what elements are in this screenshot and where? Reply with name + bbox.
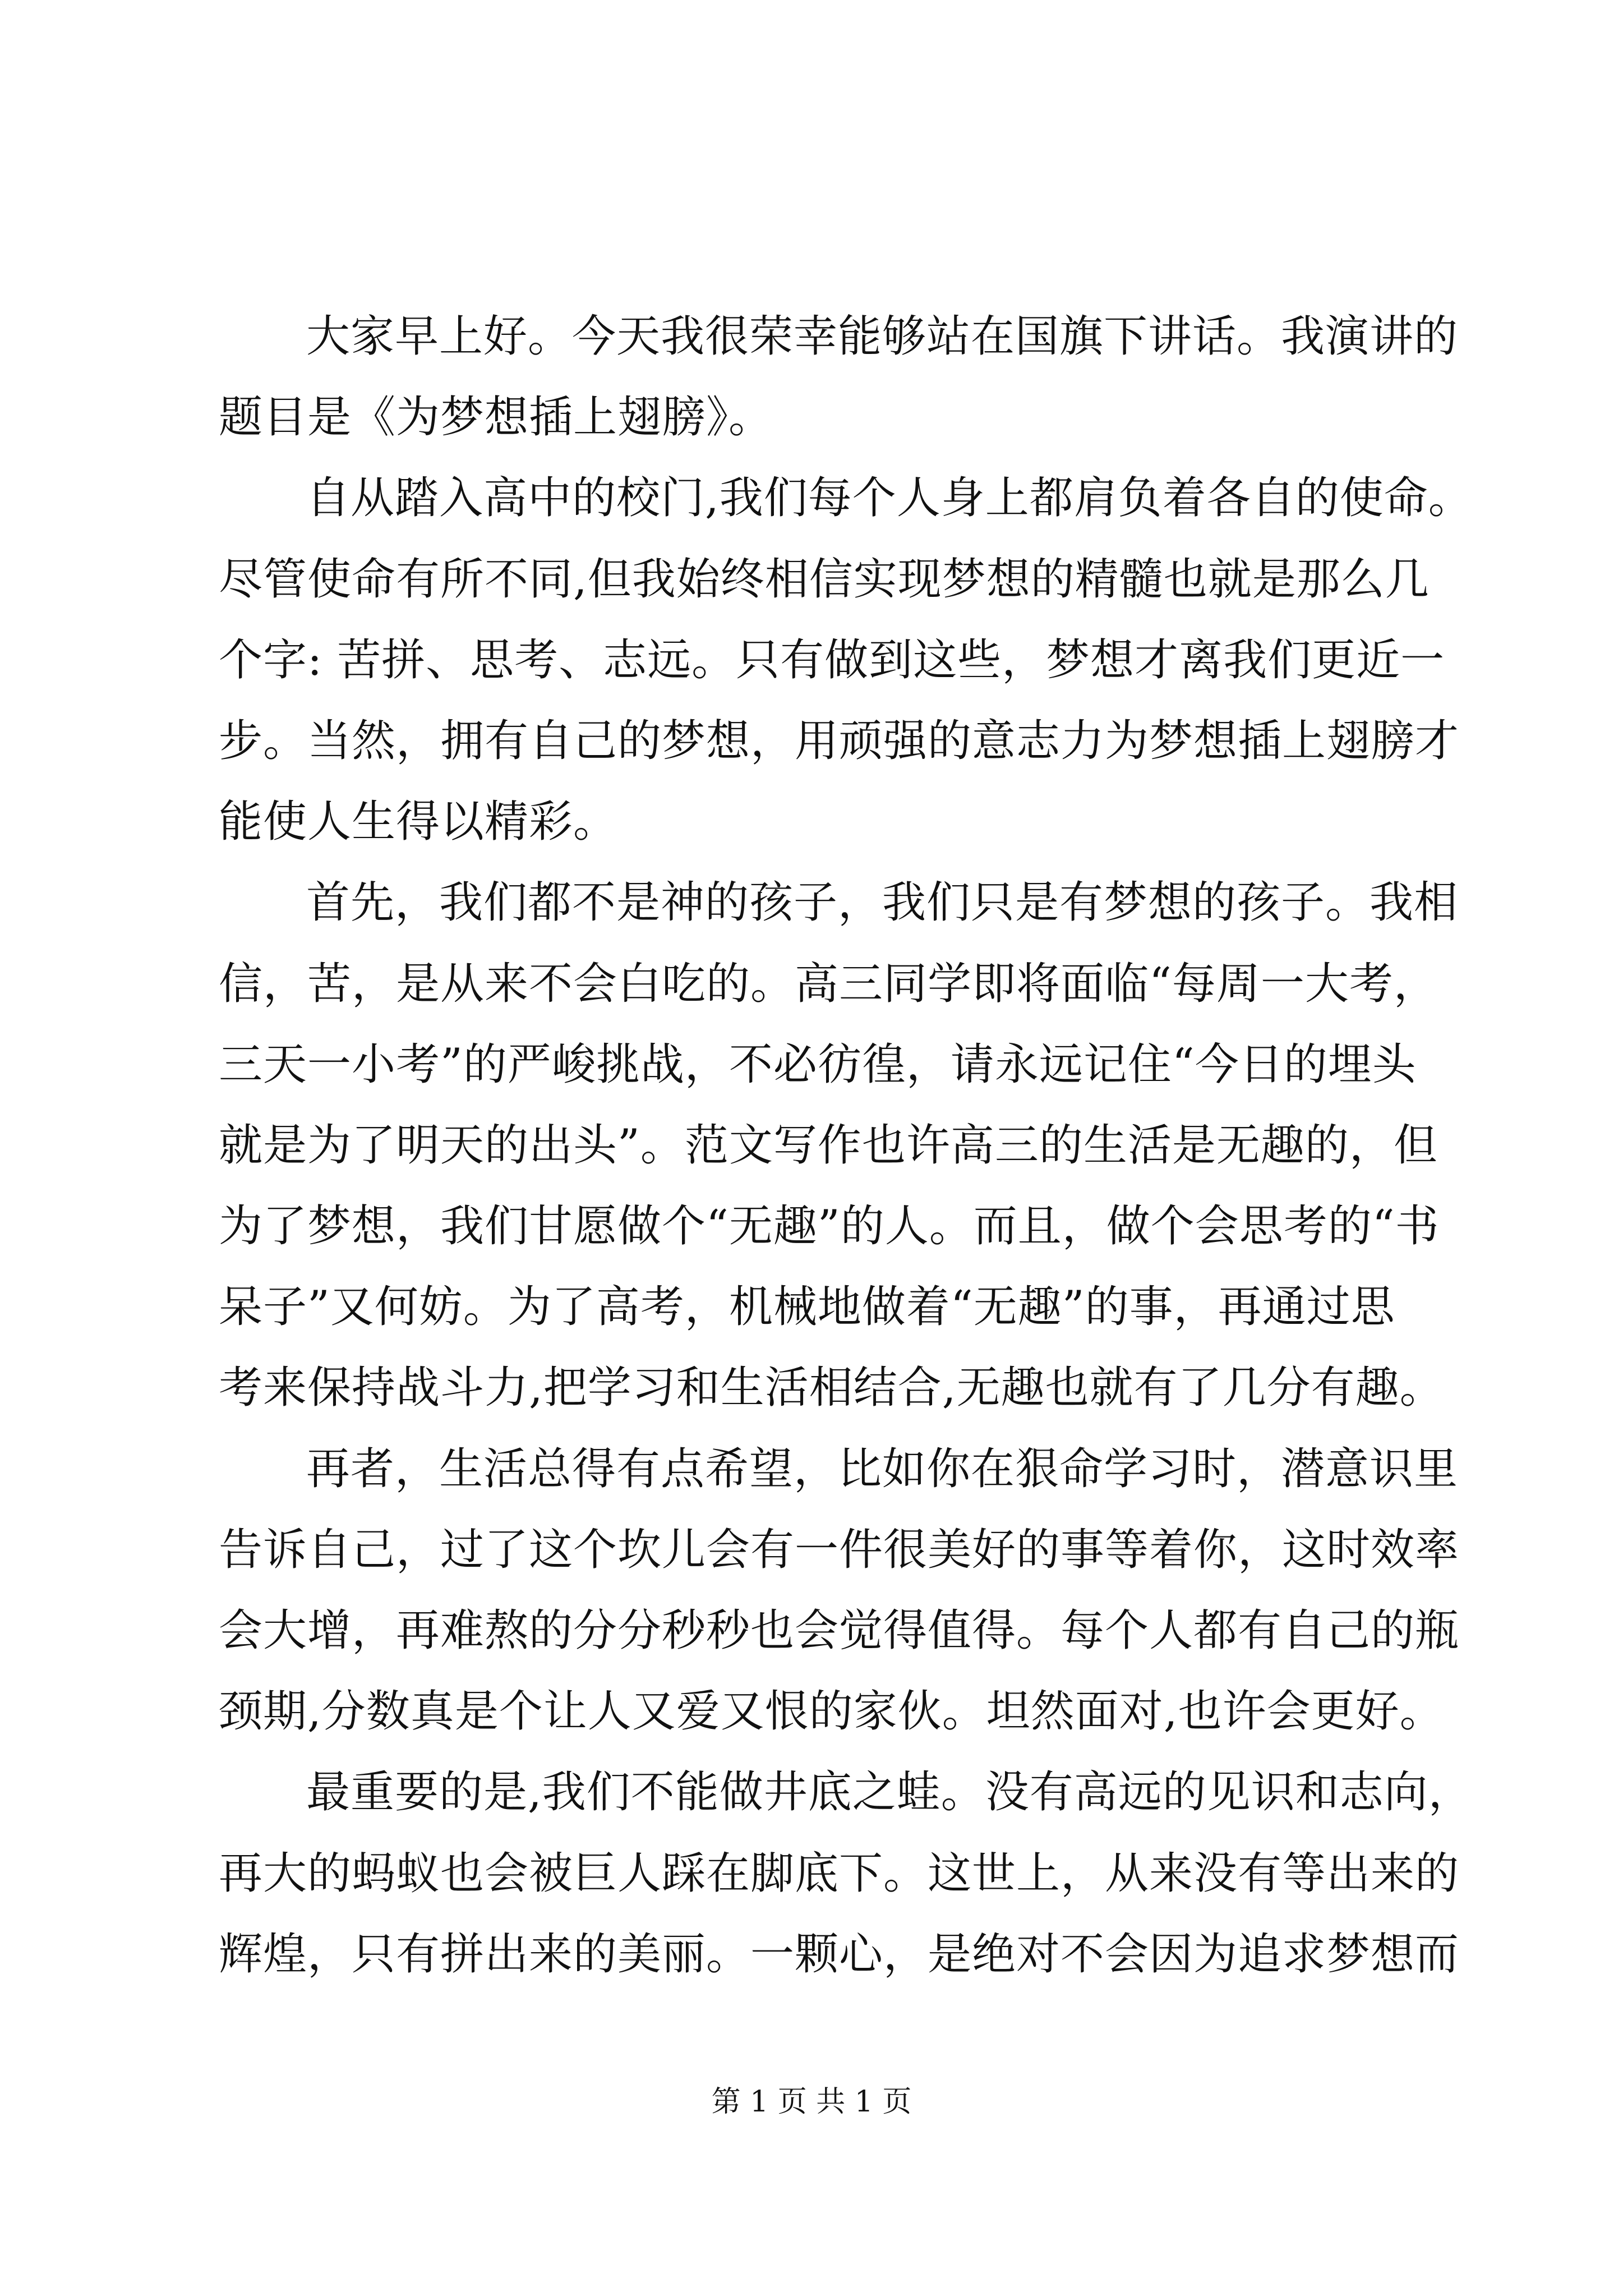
text-line: 考来保持战斗力,把学习和生活相结合,无趣也就有了几分有趣。 [219,1363,1444,1414]
text-line: 为了梦想，我们甘愿做个“无趣”的人。而且，做个会思考的“书 [219,1201,1440,1252]
text-line: 能使人生得以精彩。 [219,797,618,848]
text-line: 再者，生活总得有点希望，比如你在狠命学习时，潜意识里 [306,1443,1459,1494]
text-line: 会大增，再难熬的分分秒秒也会觉得值得。每个人都有自己的瓶 [219,1605,1460,1656]
text-line: 最重要的是,我们不能做井底之蛙。没有高远的见识和志向， [306,1767,1473,1818]
page-number-footer: 第 1 页 共 1 页 [711,2085,912,2119]
text-line: 就是为了明天的出头”。范文写作也许高三的生活是无趣的，但 [219,1120,1438,1171]
text-line: 呆子”又何妨。为了高考，机械地做着“无趣”的事，再通过思 [219,1282,1395,1333]
text-line: 首先，我们都不是神的孩子，我们只是有梦想的孩子。我相 [306,877,1459,928]
text-line: 个字: 苦拼、思考、志远。只有做到这些，梦想才离我们更近一 [219,634,1445,685]
text-line: 信，苦，是从来不会白吃的。高三同学即将面临“每周一大考， [219,958,1438,1009]
text-line: 告诉自己，过了这个坎儿会有一件很美好的事等着你，这时效率 [219,1524,1460,1575]
text-line: 步。当然，拥有自己的梦想，用顽强的意志力为梦想插上翅膀才 [219,715,1460,766]
text-line: 尽管使命有所不同,但我始终相信实现梦想的精髓也就是那么几 [219,554,1430,605]
text-line: 题目是《为梦想插上翅膀》。 [219,392,773,443]
text-line: 颈期,分数真是个让人又爱又恨的家伙。坦然面对,也许会更好。 [219,1686,1444,1737]
text-line: 辉煌，只有拼出来的美丽。一颗心，是绝对不会因为追求梦想而 [219,1929,1460,1980]
document-body [219,296,1473,1995]
text-line: 大家早上好。今天我很荣幸能够站在国旗下讲话。我演讲的 [306,311,1459,362]
text-line: 自从踏入高中的校门,我们每个人身上都肩负着各自的使命。 [306,473,1473,524]
text-line: 再大的蚂蚁也会被巨人踩在脚底下。这世上，从来没有等出来的 [219,1848,1460,1899]
text-line: 三天一小考”的严峻挑战，不必彷徨，请永远记住“今日的埋头 [219,1039,1417,1090]
